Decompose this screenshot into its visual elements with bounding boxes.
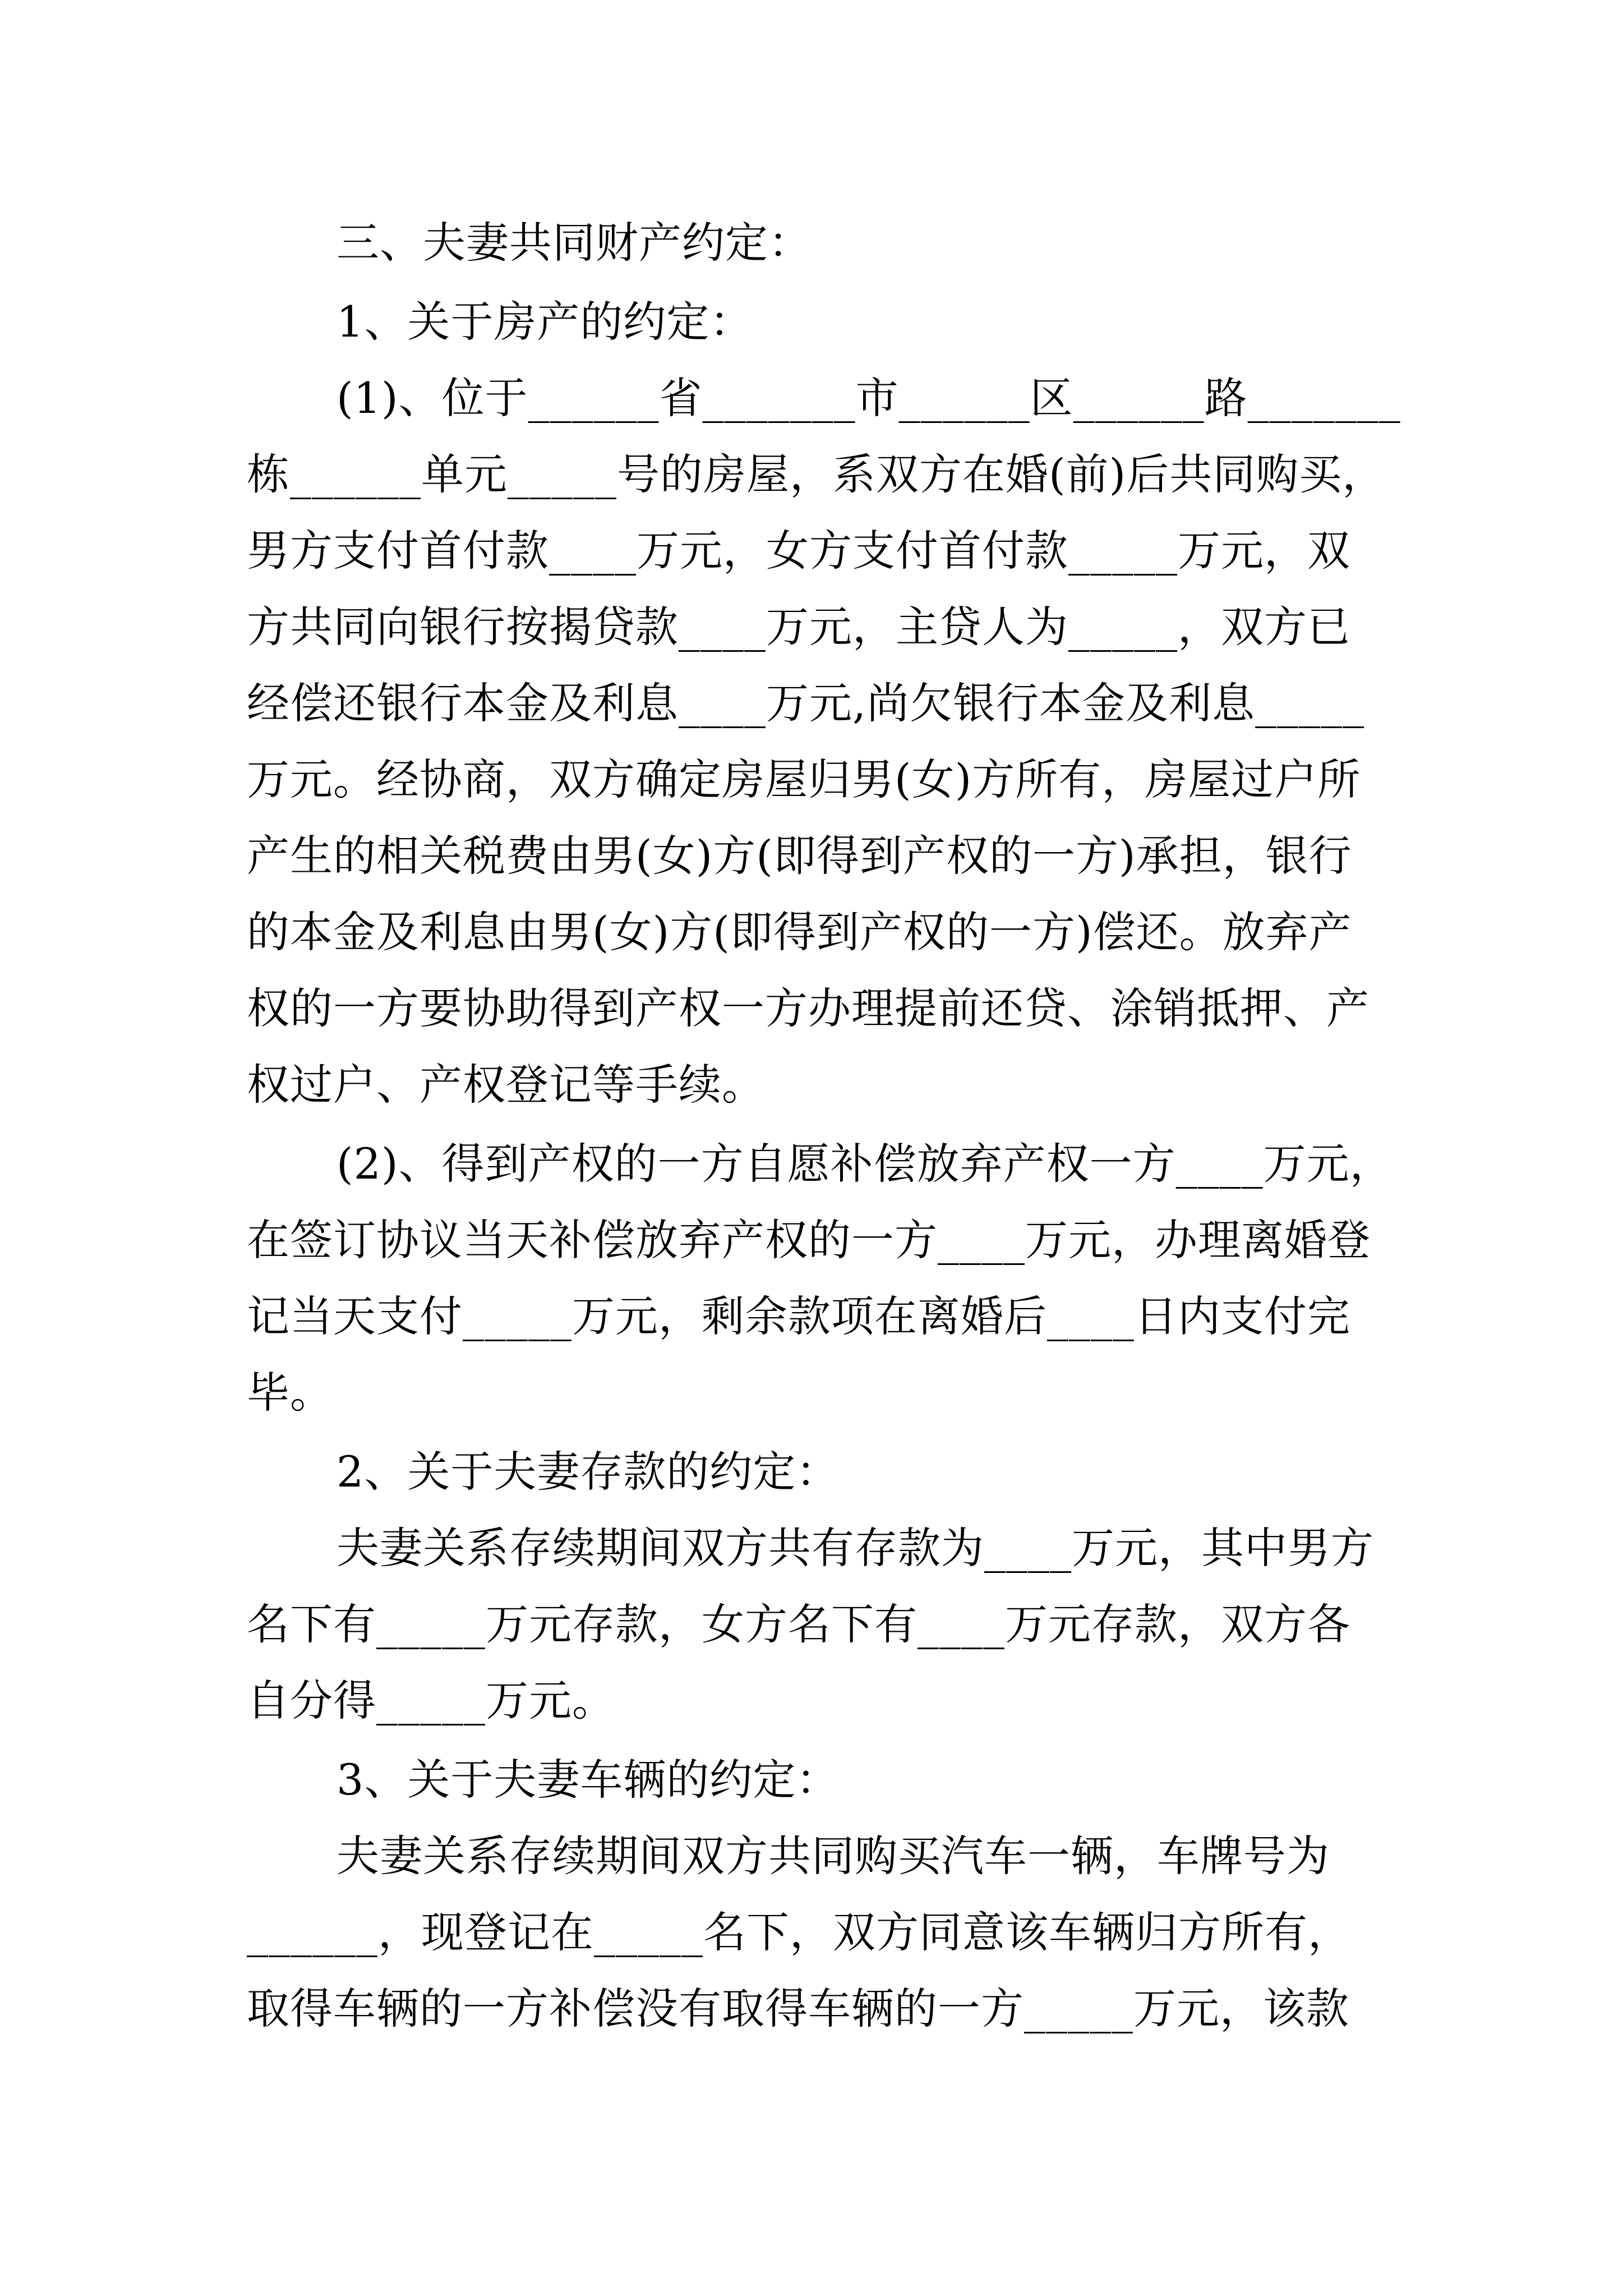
paragraph-line: 产生的相关税费由男(女)方(即得到产权的一方)承担，银行 — [247, 831, 1352, 881]
paragraph-line: 万元。经协商，双方确定房屋归男(女)方所有，房屋过户所 — [247, 754, 1361, 804]
subheading-deposits: 2、关于夫妻存款的约定： — [336, 1447, 840, 1497]
paragraph-line: (2)、得到产权的一方自愿补偿放弃产权一方____万元， — [336, 1139, 1393, 1189]
paragraph-line: 的本金及利息由男(女)方(即得到产权的一方)偿还。放弃产 — [247, 907, 1352, 957]
paragraph-line: 自分得_____万元。 — [247, 1676, 615, 1726]
paragraph-line: (1)、位于______省_______市______区______路_______ — [336, 373, 1401, 423]
paragraph-line: 夫妻关系存续期间双方共同购买汽车一辆，车牌号为 — [336, 1831, 1330, 1881]
subheading-vehicles: 3、关于夫妻车辆的约定： — [336, 1755, 840, 1805]
paragraph-line: 方共同向银行按揭贷款____万元，主贷人为_____，双方已 — [247, 602, 1350, 652]
subheading-real-estate: 1、关于房产的约定： — [336, 297, 753, 347]
paragraph-line: 记当天支付_____万元，剩余款项在离婚后____日内支付完 — [247, 1291, 1350, 1341]
paragraph-line: 名下有_____万元存款，女方名下有____万元存款，双方各 — [247, 1599, 1350, 1649]
paragraph-line: 取得车辆的一方补偿没有取得车辆的一方_____万元，该款 — [247, 1984, 1349, 2033]
paragraph-line: 在签订协议当天补偿放弃产权的一方____万元，办理离婚登 — [247, 1215, 1371, 1265]
paragraph-line: 栋______单元_____号的房屋，系双方在婚(前)后共同购买， — [247, 449, 1386, 499]
section-heading-3: 三、夫妻共同财产约定： — [336, 218, 811, 268]
paragraph-line: 经偿还银行本金及利息____万元,尚欠银行本金及利息_____ — [247, 678, 1365, 728]
paragraph-line: 权的一方要协助得到产权一方办理提前还贷、涂销抵押、产 — [247, 983, 1370, 1033]
paragraph-line: ______，现登记在_____名下，双方同意该车辆归方所有， — [247, 1907, 1351, 1957]
paragraph-line: 男方支付首付款____万元，女方支付首付款_____万元，双 — [247, 526, 1350, 576]
paragraph-line: 毕。 — [247, 1368, 333, 1418]
paragraph-line: 夫妻关系存续期间双方共有存款为____万元，其中男方 — [336, 1523, 1374, 1573]
paragraph-line: 权过户、产权登记等手续。 — [247, 1060, 765, 1110]
